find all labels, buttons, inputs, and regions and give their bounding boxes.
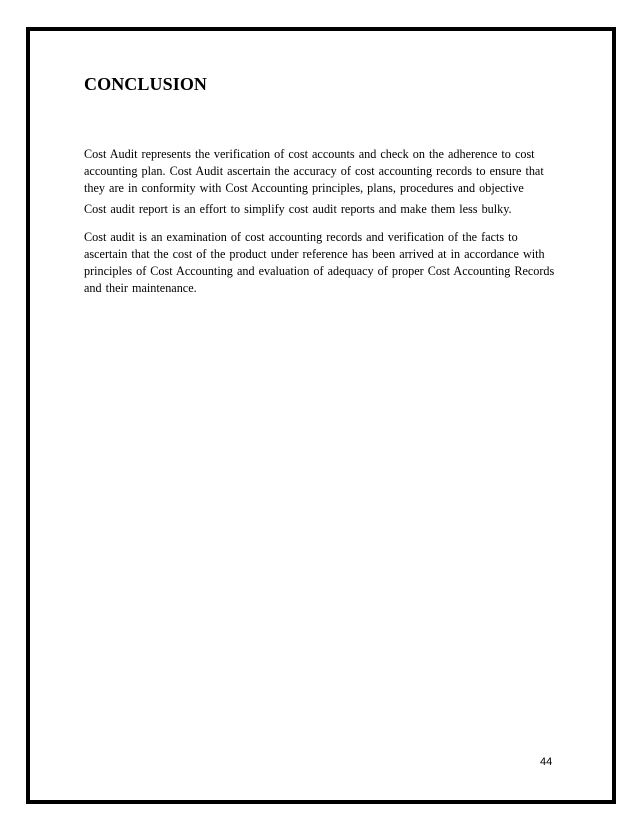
paragraph-cost-audit-definition	[84, 146, 554, 197]
page-border	[26, 27, 616, 804]
paragraph-line: Cost Audit represents the verification of cost accounts and check on the adherence to cost	[84, 147, 535, 161]
page-title: CONCLUSION	[84, 74, 208, 94]
paragraph-line: accounting plan. Cost Audit ascertain the accuracy of cost accounting records to ensure that	[84, 164, 544, 178]
paragraph-line: principles of Cost Accounting and evaluation of adequacy of proper Cost Accounting Records	[84, 264, 555, 278]
paragraph-line: they are in conformity with Cost Accounting principles, plans, procedures and objective	[84, 181, 524, 195]
paragraph-line: ascertain that the cost of the product under reference has been arrived at in accordance with	[84, 247, 545, 261]
paragraph-line: and their maintenance.	[84, 281, 197, 295]
paragraph-line: Cost audit report is an effort to simplify cost audit reports and make them less bulky.	[84, 202, 512, 216]
paragraph-cost-audit-report	[84, 201, 554, 218]
paragraph-cost-audit-examination	[84, 229, 554, 297]
page-number: 44	[540, 756, 553, 768]
paragraph-line: Cost audit is an examination of cost accounting records and verification of the facts to	[84, 230, 518, 244]
